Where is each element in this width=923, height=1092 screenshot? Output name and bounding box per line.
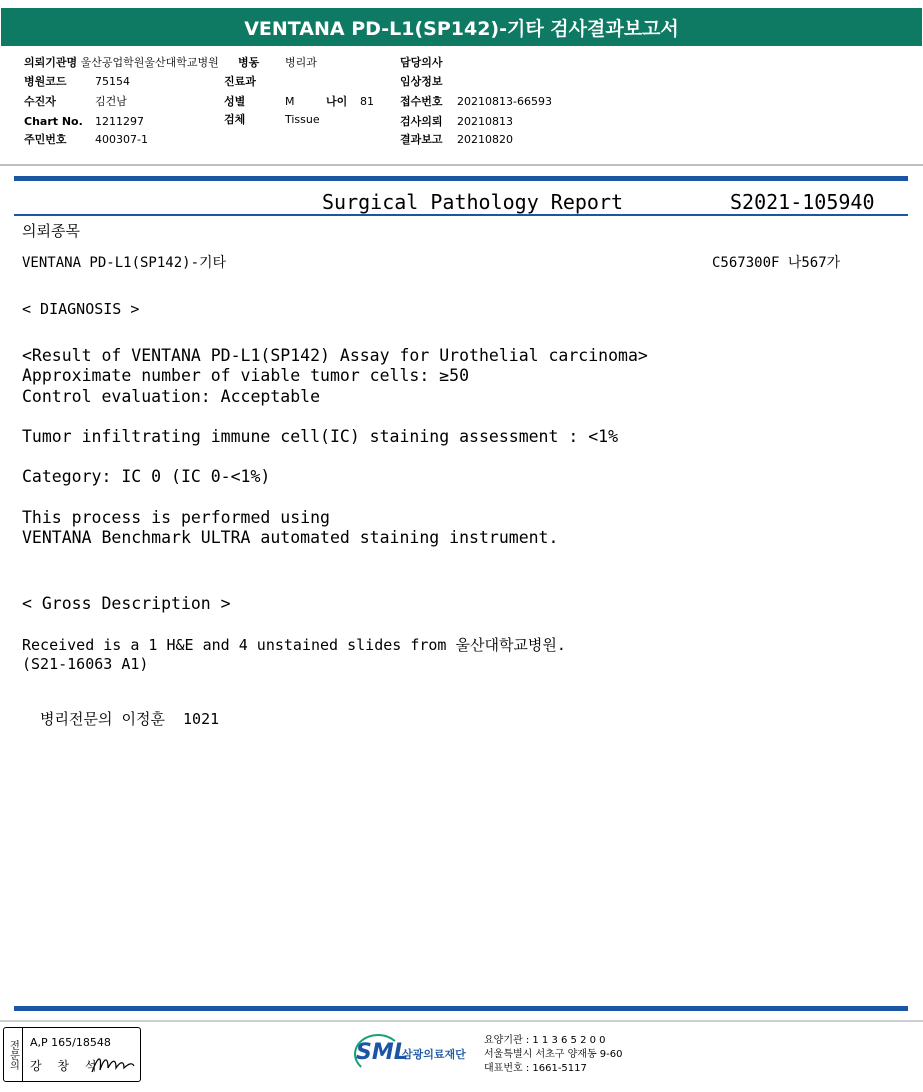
info-receipt-no: 접수번호 20210813-66593 <box>400 95 552 108</box>
info-resident-no: 주민번호 400307-1 <box>24 133 148 146</box>
org-name: 삼광의료재단 <box>402 1048 466 1061</box>
info-age: 나이 81 <box>326 95 374 108</box>
gross-header: < Gross Description > <box>22 594 231 613</box>
org-code: 요양기관 : 1 1 3 6 5 2 0 0 <box>484 1035 606 1046</box>
info-hospital-code: 병원코드 75154 <box>24 75 130 88</box>
org-address <box>484 1034 623 1076</box>
info-institution: 의뢰기관명 울산공업학원울산대학교병원 <box>24 56 219 69</box>
stamp-side-label: 전문의 <box>4 1028 23 1081</box>
info-department: 진료과 <box>224 75 256 88</box>
pathologist-signature: 병리전문의 이정훈 1021 <box>40 710 220 728</box>
report-type: Surgical Pathology Report <box>322 190 624 214</box>
org-phone: 대표번호 : 1661-5117 <box>484 1063 587 1074</box>
info-sex: 성별 M <box>224 95 295 108</box>
report-title-bar <box>1 8 922 46</box>
stamp-name: 강 창 석 <box>30 1059 103 1073</box>
footer-separator <box>0 1020 923 1022</box>
info-patient-name: 수진자 김건남 <box>24 95 127 108</box>
info-specimen: 검체 Tissue <box>224 113 320 126</box>
process-line-1: This process is performed using <box>22 508 330 527</box>
info-chart-no: Chart No. 1211297 <box>24 115 144 128</box>
org-street: 서울특별시 서초구 양재동 9-60 <box>484 1049 623 1060</box>
process-line-2: VENTANA Benchmark ULTRA automated staining instrument. <box>22 528 559 547</box>
bottom-rule <box>14 1006 908 1011</box>
specialist-stamp <box>3 1027 141 1082</box>
report-number: S2021-105940 <box>730 190 875 214</box>
gross-line-1: Received is a 1 H&E and 4 unstained slides from 울산대학교병원. <box>22 636 566 654</box>
category-line: Category: IC 0 (IC 0-<1%) <box>22 467 271 486</box>
document-title: VENTANA PD-L1(SP142)-기타 검사결과보고서 <box>244 17 679 40</box>
sml-logo <box>356 1034 476 1074</box>
logo-text: SML <box>356 1040 408 1065</box>
report-header <box>0 0 923 53</box>
gross-line-2: (S21-16063 A1) <box>22 655 149 673</box>
patient-info-panel <box>0 52 923 166</box>
ic-line: Tumor infiltrating immune cell(IC) staining assessment : <1% <box>22 427 619 446</box>
diagnosis-header: < DIAGNOSIS > <box>22 300 140 318</box>
info-physician: 담당의사 <box>400 56 443 69</box>
info-report-date: 결과보고 20210820 <box>400 133 513 146</box>
result-line-1: <Result of VENTANA PD-L1(SP142) Assay for Urothelial carcinoma> <box>22 346 648 365</box>
request-item: VENTANA PD-L1(SP142)-기타 <box>22 255 227 271</box>
stamp-license: A,P 165/18548 <box>30 1036 111 1049</box>
info-request-date: 검사의뢰 20210813 <box>400 115 513 128</box>
info-ward: 병동 병리과 <box>238 56 317 69</box>
info-clinical: 임상정보 <box>400 75 443 88</box>
result-line-3: Control evaluation: Acceptable <box>22 387 321 406</box>
result-line-2: Approximate number of viable tumor cells: ≥50 <box>22 366 470 385</box>
request-code: C567300F 나567가 <box>712 255 841 271</box>
top-rule <box>14 176 908 181</box>
request-label: 의뢰종목 <box>22 222 80 240</box>
header-rule <box>14 214 908 216</box>
signature-icon <box>90 1052 136 1076</box>
